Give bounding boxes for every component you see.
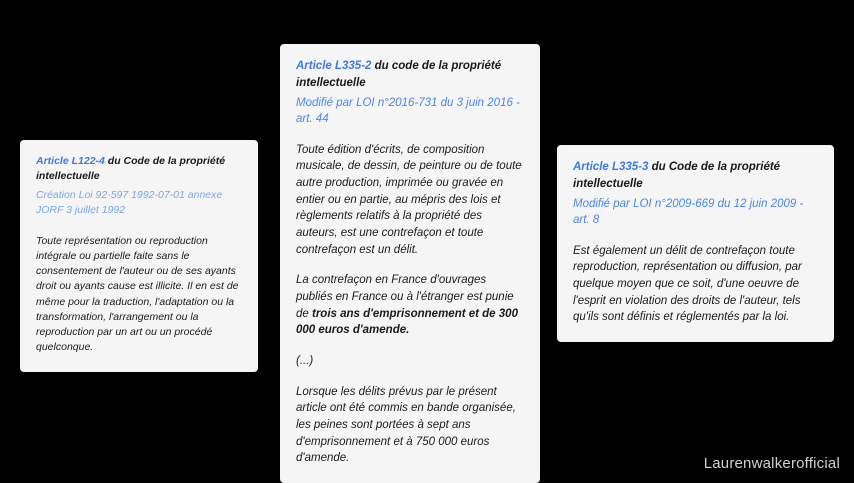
article-heading-rest: du code de la propriété intellectuelle [296,60,502,89]
article-heading-rest: du Code de la propriété intellectuelle [573,161,781,190]
legal-card-article-l335-3 [557,145,834,342]
article-paragraph: Toute édition d'écrits, de composition musicale, de dessin, de peinture ou de toute autre production, imprimée ou gravée en entier ou en partie, au mépris des lois et règlements relatifs à la propriété des auteurs, est une contrefaçon et toute contrefaçon est un délit. [296,143,522,256]
penalty-text-bold: trois ans d'emprisonnement et de 300 000 euros d'amende. [296,307,518,337]
article-paragraph: Toute représentation ou reproduction intégrale ou partielle faite sans le consentement de l'auteur ou de ses ayants droit ou ayants cause est illicite. Il en est de même pour la traduction, l'adaptation ou la transformation, l'arrangement ou la reproduction par un art ou un procédé quelconque. [36,234,239,354]
article-reference-link[interactable]: Article L335-2 [296,60,372,72]
legal-card-article-l122-4 [20,140,258,372]
article-heading [573,159,818,192]
article-subtitle: Modifié par LOI n°2016-731 du 3 juin 2016 - art. 44 [296,97,520,126]
article-reference-link[interactable]: Article L122-4 [36,155,105,167]
article-heading-rest: du Code de la propriété intellectuelle [36,155,226,183]
penalty-text-before: La contrefaçon en France d'ouvrages publiés en France ou à l'étranger est punie de [296,274,514,320]
article-subtitle: Modifié par LOI n°2009-669 du 12 juin 2009 - art. 8 [573,198,804,227]
legal-card-article-l335-2 [280,44,540,483]
article-heading [36,154,242,184]
watermark-text: Laurenwalkerofficial [703,455,840,472]
article-heading [296,58,524,91]
article-subtitle: Création Loi 92-597 1992-07-01 annexe JORF 3 juillet 1992 [36,189,223,217]
article-paragraph-ellipsis: (...) [296,354,314,367]
article-paragraph-penalty [296,272,524,339]
article-paragraph-organized-gang: Lorsque les délits prévus par le présent article ont été commis en bande organisée, les peines sont portées à sept ans d'emprisonnement et à 750 000 euros d'amende. [296,385,516,465]
article-paragraph: Est également un délit de contrefaçon toute reproduction, représentation ou diffusion, par quelque moyen que ce soit, d'une oeuvre de l'esprit en violation des droits de l'auteur, tels qu'ils sont définis et réglementés par la loi. [573,244,802,324]
article-reference-link[interactable]: Article L335-3 [573,161,649,173]
